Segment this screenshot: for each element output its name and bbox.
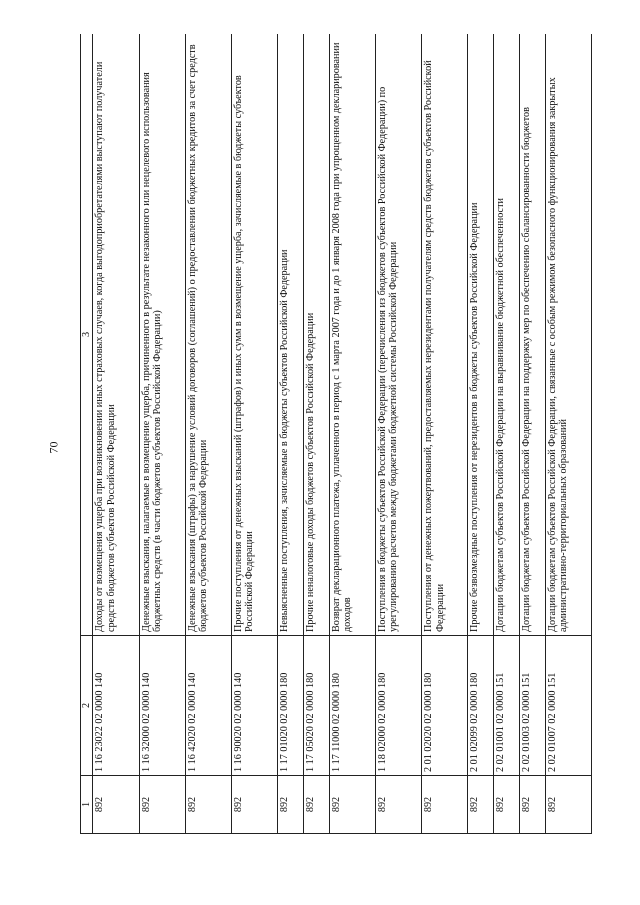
- admin-code-cell: 892: [329, 776, 375, 834]
- table-row: [139, 34, 185, 834]
- table-row: [278, 34, 304, 834]
- revenue-name-cell: Дотации бюджетам субъектов Российской Федерации на поддержку мер по обеспечению сбалансированности бюджетов: [519, 34, 545, 636]
- admin-code-cell: 892: [185, 776, 231, 834]
- table-header-row: [81, 34, 93, 834]
- header-col-3: 3: [81, 34, 93, 636]
- admin-code-cell: 892: [422, 776, 468, 834]
- revenue-name-cell: Доходы от возмещения ущерба при возникновении иных страховых случаев, когда выгодоприобретателями выступают получатели средств бюджетов субъектов Российской Федерации: [93, 34, 139, 636]
- admin-code-cell: 892: [232, 776, 278, 834]
- revenue-name-cell: Поступления в бюджеты субъектов Российской Федерации (перечисления из бюджетов субъектов Российской Федерации) по урегулированию расчетов между бюджетами бюджетной системы Российской Федерации: [376, 34, 422, 636]
- table-row: [519, 34, 545, 834]
- table-row: [545, 34, 591, 834]
- header-col-1: 1: [81, 776, 93, 834]
- admin-code-cell: 892: [545, 776, 591, 834]
- revenue-name-cell: Дотации бюджетам субъектов Российской Федерации, связанные с особым режимом безопасного функционирования закрытых административно-территориальных образований: [545, 34, 591, 636]
- revenue-code-cell: 1 16 90020 02 0000 140: [232, 636, 278, 776]
- revenue-code-cell: 1 18 02000 02 0000 180: [376, 636, 422, 776]
- revenue-code-cell: 1 17 11000 02 0000 180: [329, 636, 375, 776]
- admin-code-cell: 892: [93, 776, 139, 834]
- admin-code-cell: 892: [139, 776, 185, 834]
- admin-code-cell: 892: [468, 776, 494, 834]
- revenue-code-cell: 2 02 01003 02 0000 151: [519, 636, 545, 776]
- revenue-code-cell: 1 17 05020 02 0000 180: [304, 636, 330, 776]
- revenue-codes-table: [80, 34, 592, 834]
- revenue-name-cell: Невыясненные поступления, зачисляемые в бюджеты субъектов Российской Федерации: [278, 34, 304, 636]
- admin-code-cell: 892: [376, 776, 422, 834]
- revenue-code-cell: 1 17 01020 02 0000 180: [278, 636, 304, 776]
- table-row: [494, 34, 520, 834]
- admin-code-cell: 892: [278, 776, 304, 834]
- revenue-code-cell: 2 02 01007 02 0000 151: [545, 636, 591, 776]
- revenue-name-cell: Прочие безвозмездные поступления от нерезидентов в бюджеты субъектов Российской Федерации: [468, 34, 494, 636]
- table-row: [329, 34, 375, 834]
- revenue-name-cell: Возврат декларационного платежа, уплаченного в период с 1 марта 2007 года и до 1 января 2008 года при упрощенном декларировании доходов: [329, 34, 375, 636]
- table-row: [185, 34, 231, 834]
- revenue-name-cell: Прочие неналоговые доходы бюджетов субъектов Российской Федерации: [304, 34, 330, 636]
- table-row: [232, 34, 278, 834]
- admin-code-cell: 892: [304, 776, 330, 834]
- revenue-name-cell: Прочие поступления от денежных взысканий (штрафов) и иных сумм в возмещение ущерба, зачисляемые в бюджеты субъектов Российской Федерации: [232, 34, 278, 636]
- revenue-name-cell: Дотации бюджетам субъектов Российской Федерации на выравнивание бюджетной обеспеченности: [494, 34, 520, 636]
- revenue-code-cell: 1 16 23022 02 0000 140: [93, 636, 139, 776]
- revenue-code-cell: 2 02 01001 02 0000 151: [494, 636, 520, 776]
- revenue-code-cell: 2 01 02020 02 0000 180: [422, 636, 468, 776]
- table-row: [468, 34, 494, 834]
- table-row: [376, 34, 422, 834]
- header-col-2: 2: [81, 636, 93, 776]
- page-number: 70: [46, 441, 61, 454]
- revenue-name-cell: Денежные взыскания, налагаемые в возмещение ущерба, причиненного в результате незаконного или нецелевого использования бюджетных средств (в части бюджетов субъектов Российской Федерации): [139, 34, 185, 636]
- table-viewport: [80, 34, 592, 834]
- table-row: [304, 34, 330, 834]
- revenue-name-cell: Денежные взыскания (штрафы) за нарушение условий договоров (соглашений) о предоставлении бюджетных кредитов за счет средств бюджетов субъектов Российской Федерации: [185, 34, 231, 636]
- table-row: [422, 34, 468, 834]
- admin-code-cell: 892: [494, 776, 520, 834]
- admin-code-cell: 892: [519, 776, 545, 834]
- revenue-code-cell: 1 16 42020 02 0000 140: [185, 636, 231, 776]
- revenue-name-cell: Поступления от денежных пожертвований, предоставляемых нерезидентами получателям средств бюджетов субъектов Российской Федерации: [422, 34, 468, 636]
- revenue-code-cell: 2 01 02099 02 0000 180: [468, 636, 494, 776]
- revenue-code-cell: 1 16 32000 02 0000 140: [139, 636, 185, 776]
- rotated-page-content: [80, 34, 592, 834]
- table-row: [93, 34, 139, 834]
